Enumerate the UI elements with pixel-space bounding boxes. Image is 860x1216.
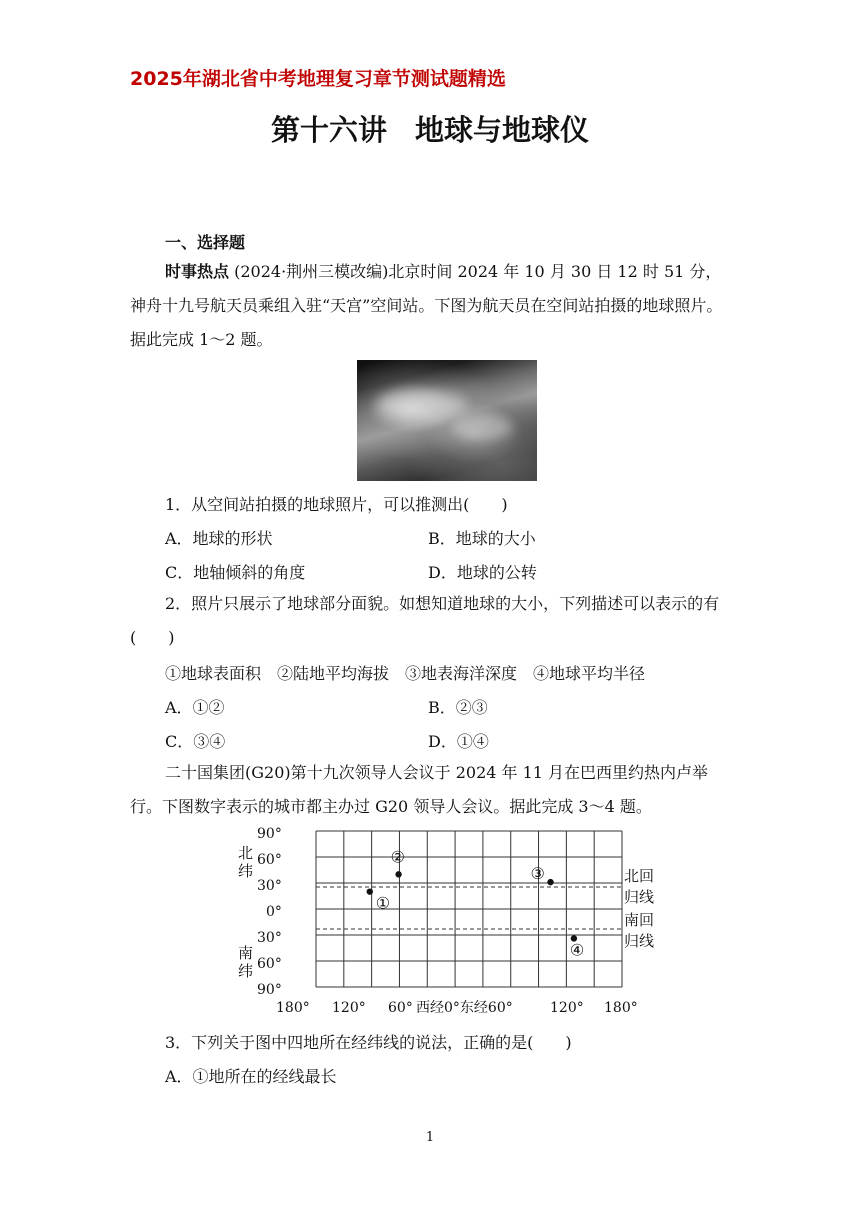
- question-3-option-a: A．①地所在的经线最长: [165, 1067, 337, 1086]
- question-2-items: ①地球表面积 ②陆地平均海拔 ③地表海洋深度 ④地球平均半径: [165, 664, 646, 683]
- tropic-s-label-1: 南回: [624, 911, 655, 929]
- lat-tick-60s: 60°: [257, 956, 282, 972]
- lesson-title-topic: 地球与地球仪: [415, 113, 590, 147]
- city-label: ③: [530, 864, 545, 884]
- lon-tick-0: 西经0°东经60°: [416, 1000, 513, 1016]
- question-2-option-a: A．①②: [165, 698, 225, 717]
- tropic-n-label-1: 北回: [624, 867, 655, 885]
- city-label: ①: [375, 893, 391, 913]
- lat-tick-30s: 30°: [257, 930, 282, 946]
- question-1-option-b: B．地球的大小: [428, 529, 536, 548]
- city-label: ②: [390, 847, 405, 867]
- question-1-option-c: C．地轴倾斜的角度: [165, 563, 306, 582]
- lat-tick-90n: 90°: [257, 826, 282, 842]
- question-2-option-b: B．②③: [428, 698, 488, 717]
- document-header: 2025年湖北省中考地理复习章节测试题精选: [130, 68, 506, 90]
- lat-tick-60n: 60°: [257, 852, 282, 868]
- tropic-s-label-2: 归线: [624, 932, 655, 950]
- city-dot: [395, 871, 401, 877]
- question-1-option-a: A．地球的形状: [165, 529, 273, 548]
- page-number: 1: [425, 1130, 435, 1145]
- question-1-stem: 1．从空间站拍摄的地球照片，可以推测出( ): [165, 495, 508, 514]
- lon-tick-60w: 60°: [388, 1000, 413, 1016]
- lon-tick-120w: 120°: [332, 1000, 366, 1016]
- north-label-1: 北: [238, 844, 254, 862]
- tropic-n-label-2: 归线: [624, 888, 655, 906]
- intro-1-text: (2024·荆州三模改编)北京时间 2024 年 10 月 30 日 12 时 51 分，神舟十九号航天员乘组入驻“天宫”空间站。下图为航天员在空间站拍摄的地球照片。据此完成 1～2 题。: [130, 262, 723, 349]
- question-1-option-d: D．地球的公转: [428, 563, 537, 582]
- lon-tick-120e: 120°: [550, 1000, 584, 1016]
- lat-tick-0: 0°: [266, 904, 282, 920]
- section-heading: 一、选择题: [165, 233, 246, 252]
- city-dot: [367, 888, 373, 894]
- lesson-title: [0, 108, 860, 149]
- question-2-stem-text: 2．照片只展示了地球部分面貌。如想知道地球的大小，下列描述可以表示的有( ): [130, 594, 720, 647]
- intro-2-text: 二十国集团(G20)第十九次领导人会议于 2024 年 11 月在巴西里约热内卢举行。下图数字表示的城市都主办过 G20 领导人会议。据此完成 3～4 题。: [130, 763, 709, 816]
- lesson-title-number: 第十六讲: [270, 113, 387, 147]
- intro-paragraph-2: [130, 756, 730, 824]
- city-label: ④: [569, 940, 585, 960]
- lat-tick-90s: 90°: [257, 982, 282, 998]
- intro-paragraph-1: [130, 255, 730, 357]
- lon-tick-180w: 180°: [276, 1000, 310, 1016]
- south-label-1: 南: [238, 944, 254, 962]
- north-label-2: 纬: [238, 862, 254, 880]
- question-2-stem: [130, 587, 730, 655]
- earth-photo: [357, 360, 537, 481]
- map-grid: [316, 831, 622, 987]
- lon-tick-180e: 180°: [604, 1000, 638, 1016]
- city-dot: [547, 879, 553, 885]
- latitude-longitude-grid-map: [236, 825, 656, 1020]
- lat-tick-30n: 30°: [257, 878, 282, 894]
- question-2-option-d: D．①④: [428, 732, 489, 751]
- question-2-option-c: C．③④: [165, 732, 226, 751]
- hotspot-label: 时事热点: [165, 262, 230, 281]
- south-label-2: 纬: [238, 962, 254, 980]
- question-3-stem: 3．下列关于图中四地所在经纬线的说法，正确的是( ): [165, 1033, 572, 1052]
